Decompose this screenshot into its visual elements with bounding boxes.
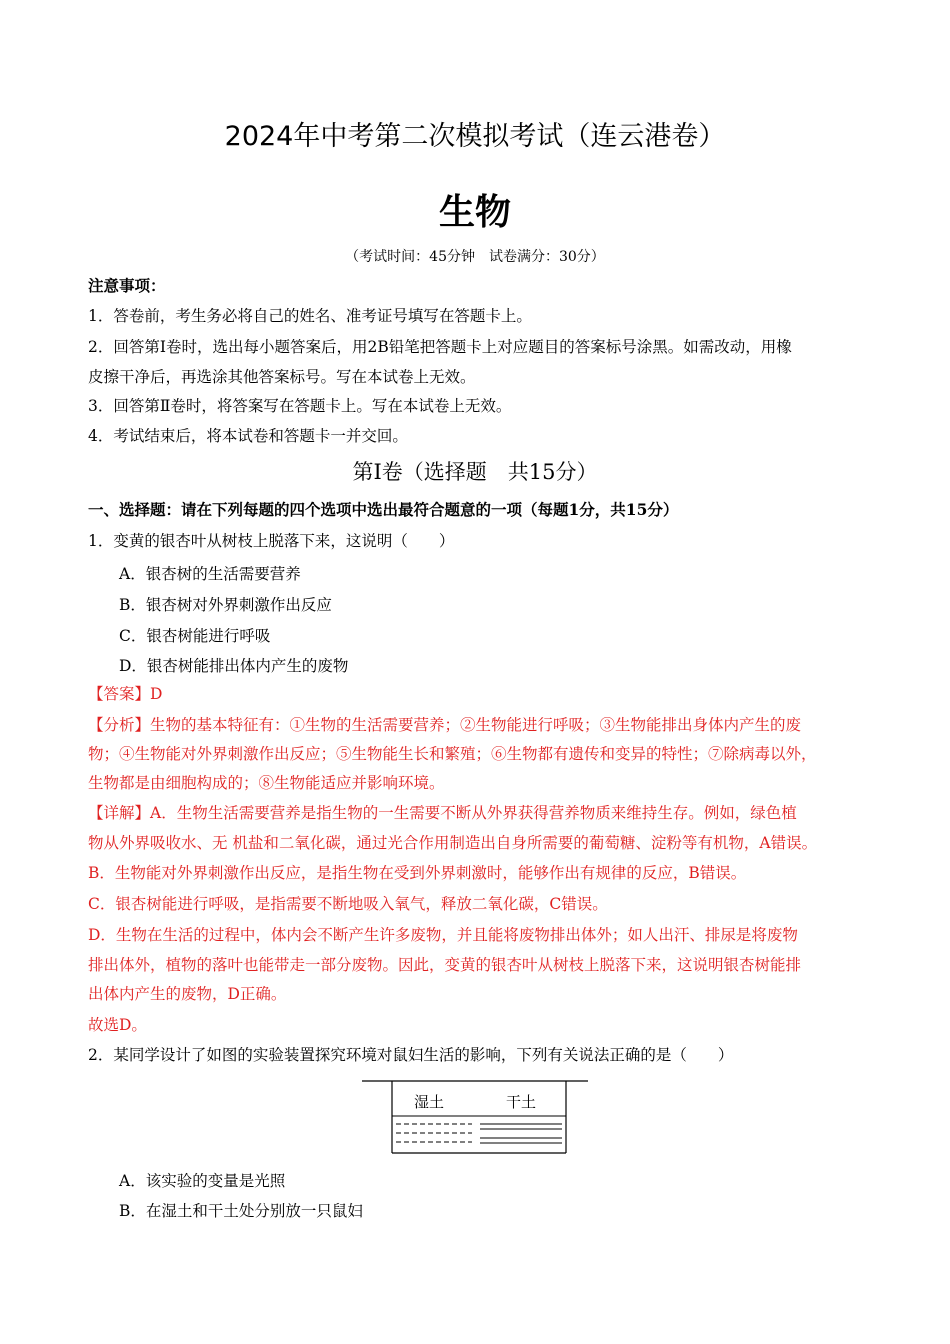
question-1-analysis-line: 物；④生物能对外界刺激作出反应；⑤生物能生长和繁殖；⑥生物都有遗传和变异的特性；⑦除病毒以外，: [88, 745, 817, 763]
question-1-answer: 【答案】D: [88, 685, 163, 703]
experiment-figure: [362, 1078, 592, 1158]
question-1-detail-line: 排出体外，植物的落叶也能带走一部分废物。因此，变黄的银杏叶从树枝上脱落下来，这说明银杏树能排: [88, 956, 802, 974]
question-1-detail-line: 【详解】A．生物生活需要营养是指生物的一生需要不断从外界获得营养物质来维持生存。例如，绿色植: [88, 804, 797, 822]
notice-item: 2．回答第Ⅰ卷时，选出每小题答案后，用2B铅笔把答题卡上对应题目的答案标号涂黑。如需改动，用橡: [88, 338, 792, 356]
question-1-detail-line: D．生物在生活的过程中，体内会不断产生许多废物，并且能将废物排出体外；如人出汗、排尿是将废物: [88, 926, 798, 944]
wet-soil-label: 湿土: [414, 1093, 445, 1111]
subject-title: 生物: [438, 192, 511, 233]
question-1-detail-line: C．银杏树能进行呼吸，是指需要不断地吸入氧气，释放二氧化碳，C错误。: [88, 895, 608, 913]
question-1-option-a: A．银杏树的生活需要营养: [119, 565, 301, 583]
exam-info: （考试时间：45分钟 试卷满分：30分）: [345, 249, 605, 265]
exam-title: 2024年中考第二次模拟考试（连云港卷）: [224, 121, 726, 152]
dry-soil-label: 干土: [506, 1093, 537, 1111]
question-1-detail-line: 出体内产生的废物，D正确。: [88, 985, 287, 1003]
section-instruction: 一、选择题：请在下列每题的四个选项中选出最符合题意的一项（每题1分，共15分）: [88, 500, 679, 519]
question-1-analysis-line: 【分析】生物的基本特征有：①生物的生活需要营养；②生物能进行呼吸；③生物能排出身体内产生的废: [88, 716, 802, 734]
question-1-analysis-line: 生物都是由细胞构成的；⑧生物能适应并影响环境。: [88, 774, 445, 792]
question-1-stem: 1．变黄的银杏叶从树枝上脱落下来，这说明（ ）: [88, 532, 455, 550]
notice-item: 皮擦干净后，再选涂其他答案标号。写在本试卷上无效。: [88, 368, 476, 386]
question-1-option-c: C．银杏树能进行呼吸: [119, 627, 271, 645]
question-1-detail-line: 故选D。: [88, 1016, 147, 1034]
notice-heading: 注意事项：: [88, 276, 166, 295]
section-title: 第Ⅰ卷（选择题 共15分）: [352, 460, 598, 484]
question-1-detail-line: 物从外界吸收水、无 机盐和二氧化碳，通过光合作用制造出自身所需要的葡萄糖、淀粉等有机物，A错误。: [88, 834, 818, 852]
notice-item: 3．回答第Ⅱ卷时，将答案写在答题卡上。写在本试卷上无效。: [88, 397, 512, 415]
question-2-stem: 2．某同学设计了如图的实验装置探究环境对鼠妇生活的影响，下列有关说法正确的是（ ）: [88, 1046, 734, 1064]
notice-item: 4．考试结束后，将本试卷和答题卡一并交回。: [88, 427, 408, 445]
notice-item: 1．答卷前，考生务必将自己的姓名、准考证号填写在答题卡上。: [88, 307, 532, 325]
question-2-option-b: B．在湿土和干土处分别放一只鼠妇: [119, 1202, 363, 1220]
question-1-option-d: D．银杏树能排出体内产生的废物: [119, 657, 349, 675]
question-1-detail-line: B．生物能对外界刺激作出反应，是指生物在受到外界刺激时，能够作出有规律的反应，B错误。: [88, 864, 747, 882]
question-2-option-a: A．该实验的变量是光照: [119, 1172, 286, 1190]
question-1-option-b: B．银杏树对外界刺激作出反应: [119, 596, 332, 614]
